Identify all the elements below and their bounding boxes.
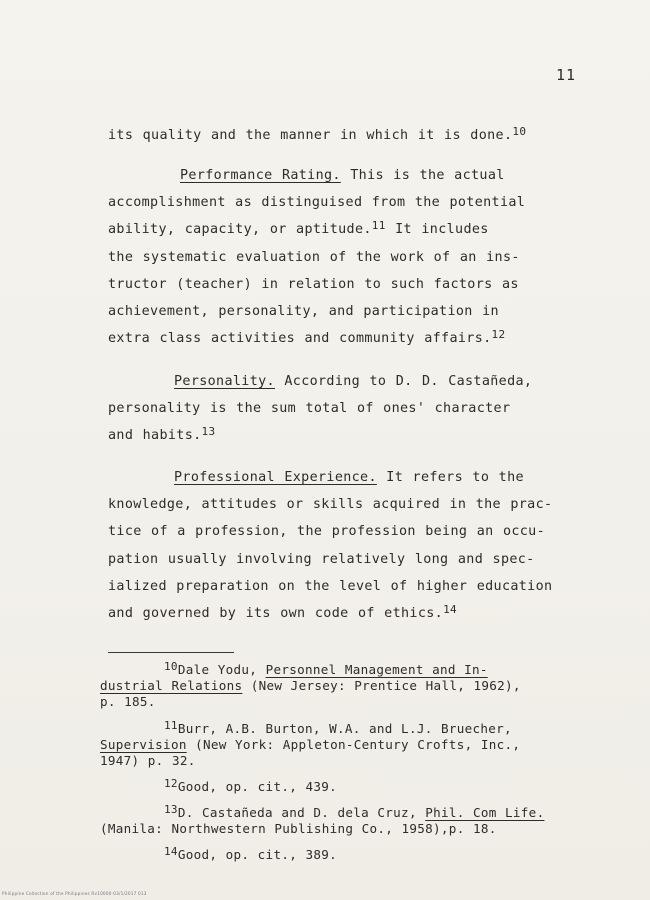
text-span: This is the actual (340, 168, 505, 183)
page-number: 11 (556, 66, 577, 84)
term-heading: Performance Rating. (180, 168, 341, 183)
cited-title: Personnel Management and In- (265, 662, 488, 677)
text-line: knowledge, attitudes or skills acquired in the prac- (108, 497, 553, 513)
text-span: extra class activities and community affairs. (108, 331, 492, 347)
text-span: ability, capacity, or aptitude. (108, 222, 372, 238)
footnote-line: 1947) p. 32. (100, 753, 196, 768)
footnote-number: 13 (164, 803, 178, 816)
text-line: tice of a profession, the profession being an occu- (108, 524, 546, 540)
paragraph-continuation (108, 122, 558, 149)
term-heading: Personality. (174, 374, 275, 389)
text-line (108, 600, 558, 627)
footnote-ref-12: 12 (491, 328, 506, 342)
text-span: (New Jersey: Prentice Hall, 1962), (242, 678, 521, 693)
footnote-line (100, 737, 580, 753)
footnote-line (100, 805, 580, 821)
text-span: its quality and the manner in which it is done. (108, 128, 513, 143)
footnote-ref-14: 14 (443, 602, 458, 616)
text-span: According to D. D. Castañeda, (274, 374, 533, 389)
text-line: the systematic evaluation of the work of an ins- (108, 249, 520, 265)
text-line: accomplishment as distinguised from the potential (108, 195, 526, 211)
footnote-11 (100, 721, 580, 769)
text-line: achievement, personality, and participation in (108, 303, 499, 319)
text-line (108, 368, 558, 395)
text-line: ialized preparation on the level of higher education (108, 578, 553, 594)
cited-title: Supervision (100, 737, 187, 752)
text-span: and governed by its own code of ethics. (108, 605, 444, 621)
paragraph-performance-rating (108, 162, 558, 352)
text-line (108, 216, 558, 243)
text-span: Dale Yodu, (177, 662, 266, 677)
paragraph-professional-experience (108, 464, 558, 627)
text-span: and habits. (108, 428, 202, 444)
text-span: It refers to the (376, 470, 524, 485)
text-line (108, 464, 558, 491)
text-span: (New York: Appleton-Century Crofts, Inc., (186, 737, 521, 752)
text-span: D. Castañeda and D. dela Cruz, (177, 805, 426, 820)
footnote-line (100, 847, 580, 863)
footnote-ref-11: 11 (371, 219, 386, 233)
footnote-line (100, 779, 580, 795)
footnote-ref-13: 13 (201, 425, 216, 439)
footnote-10 (100, 662, 580, 710)
text-line (108, 325, 558, 352)
footnote-14 (100, 847, 580, 863)
cited-title: Phil. Com Life. (425, 805, 545, 820)
archive-footer: Philippine Collection of the Philippines Rv10000-03/1/2017 013 (2, 891, 147, 896)
text-span: Good, op. cit., 439. (177, 779, 338, 794)
text-line: tructor (teacher) in relation to such factors as (108, 276, 519, 292)
footnote-number: 14 (164, 845, 178, 858)
term-heading: Professional Experience. (174, 470, 377, 485)
footnote-line (100, 662, 580, 678)
footnote-number: 10 (164, 660, 178, 673)
footnote-line (100, 678, 580, 694)
text-span: It includes (385, 222, 489, 238)
footnote-ref-10: 10 (512, 125, 527, 138)
text-line (108, 422, 558, 449)
text-line: personality is the sum total of ones' character (108, 401, 511, 417)
text-line (108, 162, 558, 189)
footnote-13 (100, 805, 580, 837)
footnote-12 (100, 779, 580, 795)
paragraph-personality (108, 368, 558, 450)
text-line: pation usually involving relatively long and spec- (108, 551, 535, 567)
text-span: Burr, A.B. Burton, W.A. and L.J. Bruecher, (177, 721, 512, 736)
footnotes (100, 662, 580, 863)
text-line (108, 122, 558, 149)
footnote-number: 11 (164, 719, 178, 732)
text-span: Good, op. cit., 389. (177, 847, 338, 862)
footnote-number: 12 (164, 777, 178, 790)
footnote-line: p. 185. (100, 694, 156, 709)
footnote-separator (108, 652, 234, 653)
footnote-line: (Manila: Northwestern Publishing Co., 1958),p. 18. (100, 821, 497, 836)
footnote-line (100, 721, 580, 737)
cited-title: dustrial Relations (100, 678, 243, 693)
